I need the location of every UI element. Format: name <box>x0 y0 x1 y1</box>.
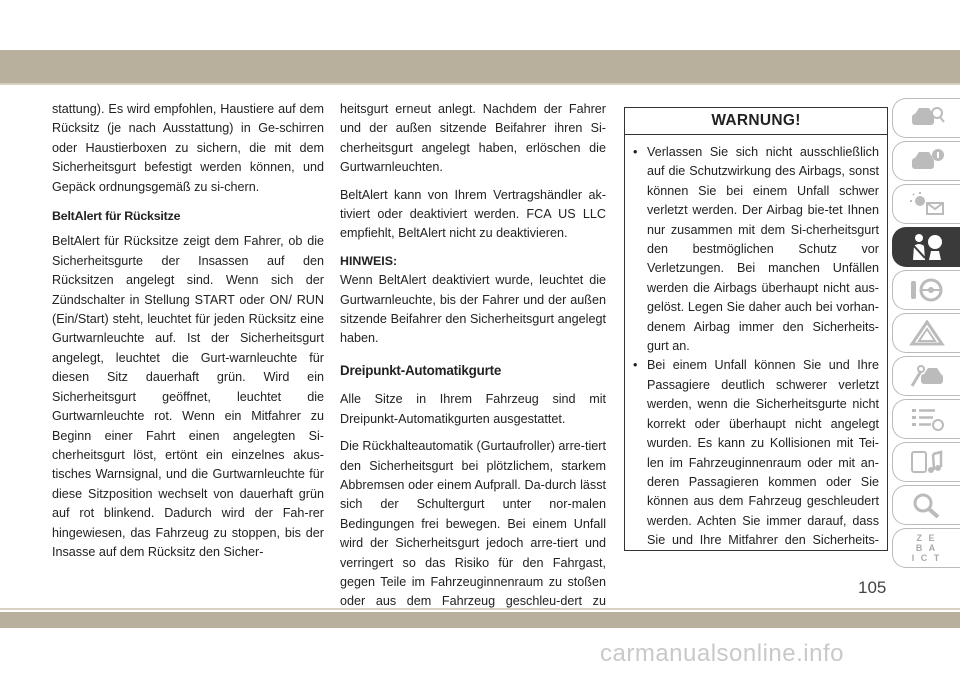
section-heading-three-point-belts: Dreipunkt-Automatikgurte <box>340 362 502 378</box>
paragraph-dealer: BeltAlert kann von Ihrem Vertragshändler ak-tiviert oder deaktiviert werden. FCA US LLC empfiehlt, BeltAlert nicht zu deaktivieren. <box>340 187 606 241</box>
note-title: HINWEIS: <box>340 253 398 268</box>
footer-rule <box>0 608 960 610</box>
index-letters-row: Z E <box>916 533 937 543</box>
wrench-car-icon[interactable] <box>892 356 960 396</box>
hazard-triangle-icon[interactable] <box>892 313 960 353</box>
header-band <box>0 50 960 83</box>
car-search-icon[interactable] <box>892 98 960 138</box>
footer-band <box>0 612 960 628</box>
paragraph-beltalert-continued: heitsgurt erneut anlegt. Nachdem der Fahrer und der außen sitzende Beifahrer ihren Si-cherheitsgurt angelegt haben, erlöschen die Gurtwarnleuchten. <box>340 102 606 175</box>
search-index-icon[interactable] <box>892 485 960 525</box>
section-heading-beltalert: BeltAlert für Rücksitze <box>52 209 181 224</box>
index-letters-row: I C T <box>911 553 942 563</box>
paragraph-beltalert: BeltAlert für Rücksitze zeigt dem Fahrer, ob die Sicherheitsgurte der Insassen auf den Rücksitzen angelegt sind. Wenn sich der Zündschalter in Stellung START oder ON/ RUN (Ein/Start) steht, leuchtet für jeden Rücksitz eine Gurtwarnleuchte auf. Ist der Sicherheitsgurt angelegt, leuchtet die Gurt-warnleuchte für diesen Sitz dauerhaft grün. Wird ein Sicherheitsgurt geöffnet, leuchtet die Gurtwarnleuchte rot. Wenn ein Mitfahrer zu Beginn einer Fahrt einen angelegten Si-cherheitsgurt löst, ertönt ein einzelnes akus-tisches Warnsignal, und die Gurtwarnleuchte für diese Sitzposition wechselt von dauerhaft grün auf rot blinkend. Dadurch wird der Fah-rer hingewiesen, das Fahrzeug zu stoppen, bis der Insasse auf dem Rücksitz den Sicher- <box>52 234 324 559</box>
warning-list <box>625 143 887 551</box>
media-music-icon[interactable] <box>892 442 960 482</box>
text-column-left <box>52 100 324 570</box>
seatbelt-airbag-icon[interactable] <box>892 227 960 267</box>
paragraph-pets: stattung). Es wird empfohlen, Haustiere auf dem Rücksitz (je nach Ausstattung) in Ge-schirren oder Haustierboxen zu sichern, die mit dem Sicherheitsgurt befestigt werden können, und Gepäck ordnungsgemäß zu si-chern. <box>52 102 324 194</box>
note-text: Wenn BeltAlert deaktiviert wurde, leuchtet die Gurtwarnleuchte, bis der Fahrer und der außen sitzende Beifahrer den Sicherheitsgurt angelegt haben. <box>340 273 606 346</box>
paragraph-retractor: Die Rückhalteautomatik (Gurtaufroller) arre-tiert den Sicherheitsgurt bei plötzlichem, starkem Abbremsen oder einem Aufprall. Da-durch lässt sich der Schultergurt unter nor-malen Bedingungen frei bewegen. Bei einem Unfall wird der Sicherheitsgurt jedoch arre-tiert und verringert so das Risiko für den Fahrgast, gegen Teile im Fahrzeuginnenraum zu stoßen oder aus dem Fahrzeug geschleu-dert zu <box>340 439 606 609</box>
header-rule <box>0 83 960 85</box>
index-letters-row: B A <box>915 543 938 553</box>
top-margin <box>0 0 960 50</box>
text-column-middle <box>340 100 606 639</box>
warning-item: • Bei einem Unfall können Sie und Ihre Passagiere deutlich schwerer verletzt werden, wenn die Sicherheitsgurte nicht korrekt oder überhaupt nicht angelegt wurden. Es kann zu Kollisionen mit Tei-len im Fahrzeuginnenraum oder mit an-deren Passagieren kommen oder Sie können aus dem Fahrzeug geschleudert werden. Achten Sie immer darauf, dass Sie und Ihre Mitfahrer den Sicherheits- <box>633 356 879 551</box>
steering-wheel-icon[interactable] <box>892 270 960 310</box>
page-number: 105 <box>858 578 887 597</box>
warning-lights-icon[interactable] <box>892 184 960 224</box>
alphabet-index-icon[interactable] <box>892 528 960 568</box>
warning-title: WARNUNG! <box>625 108 887 135</box>
warning-box <box>624 107 888 551</box>
specifications-list-icon[interactable] <box>892 399 960 439</box>
warning-item: • Verlassen Sie sich nicht ausschließlich auf die Schutzwirkung des Airbags, sonst können Sie bei einem Unfall schwer verletzt werden. Der Airbag bie-tet Ihnen nur zusammen mit dem Si-cherheitsgurt den bestmöglichen Schutz vor Verletzungen. Bei manchen Unfällen werden die Airbags überhaupt nicht aus-gelöst. Legen Sie daher auch bei vorhan-denem Airbag immer den Sicherheits-gurt an. <box>633 143 879 356</box>
watermark: carmanualsonline.info <box>600 640 844 667</box>
paragraph-three-point: Alle Sitze in Ihrem Fahrzeug sind mit Dreipunkt-Automatikgurten ausgestattet. <box>340 392 606 426</box>
chapter-tabs <box>892 98 960 571</box>
car-info-icon[interactable] <box>892 141 960 181</box>
